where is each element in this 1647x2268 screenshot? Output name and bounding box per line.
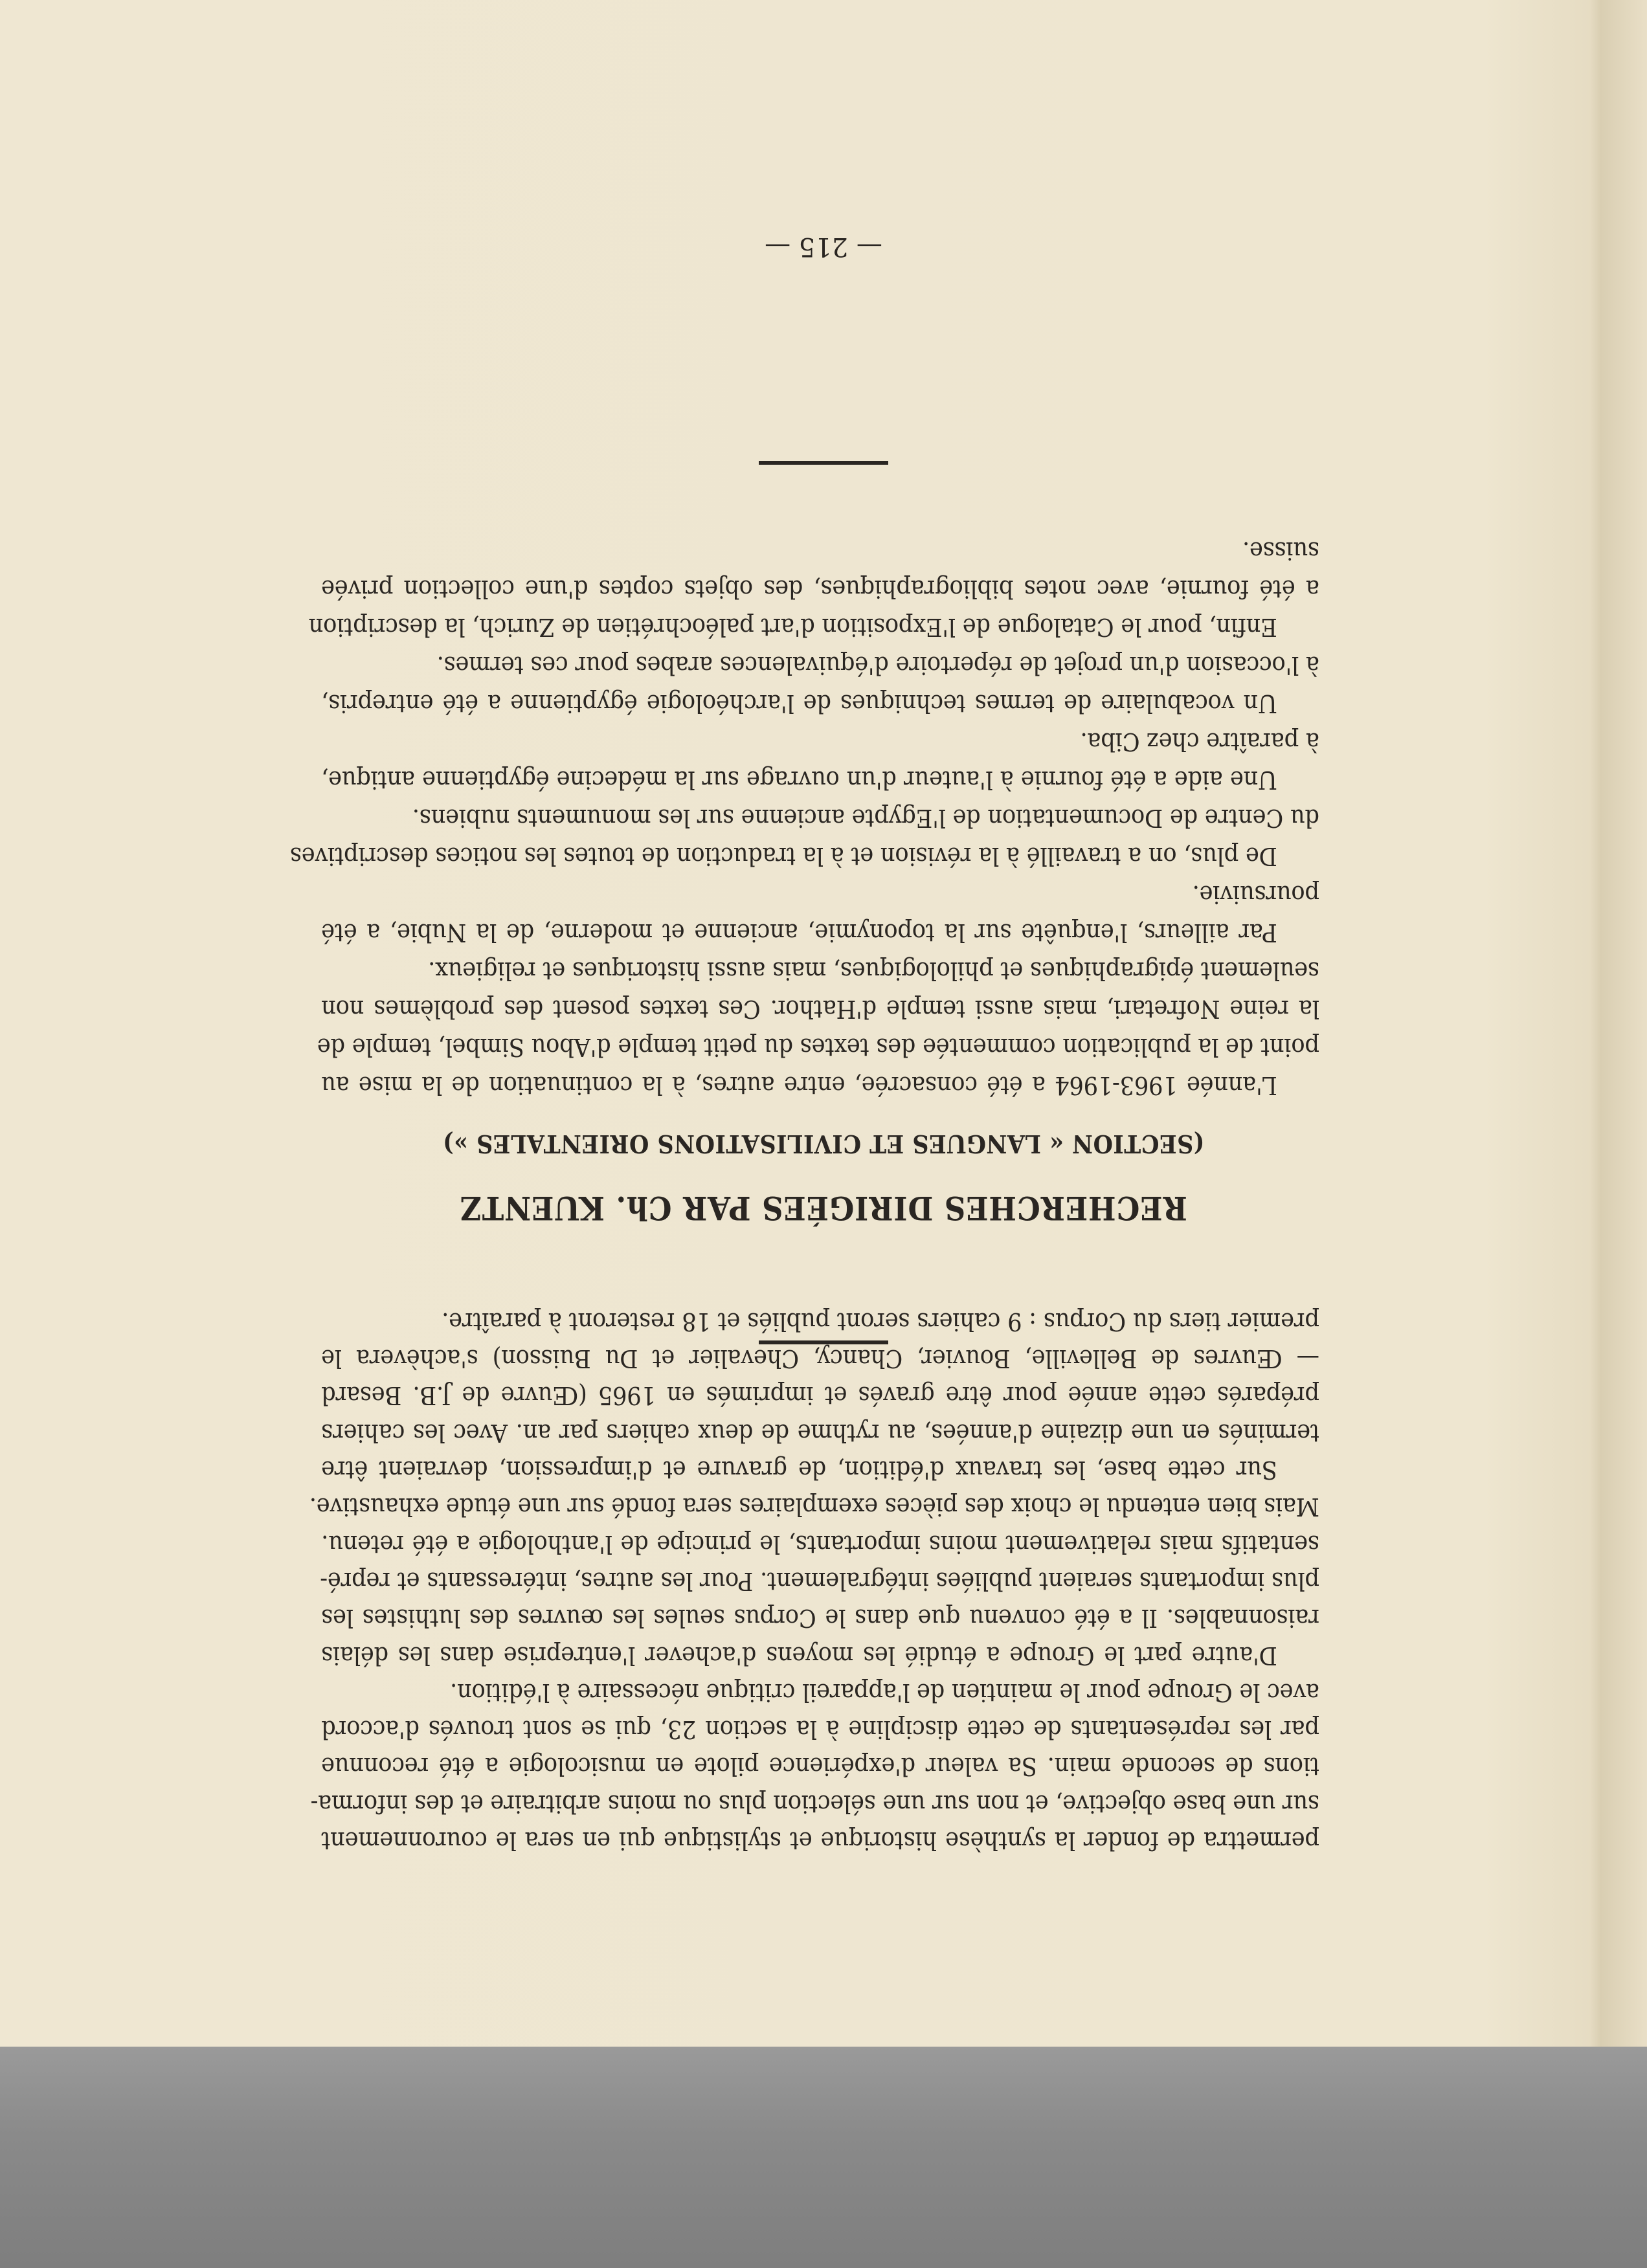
paragraph-line: a été fournie, avec notes bibliographiques, des objets coptes d'une collection privée [321, 575, 1319, 603]
paragraph-line: — Œuvres de Belleville, Bouvier, Chancy, Chevalier et Du Buisson) s'achèvera le [321, 1344, 1319, 1373]
paragraph-line: suisse. [1242, 537, 1319, 565]
paragraph-line: point de la publication commentée des textes du petit temple d'Abou Simbel, temple de [317, 1033, 1319, 1062]
paragraph-line: permettra de fonder la synthèse historique et stylistique qui en sera le couronnement [321, 1827, 1319, 1855]
paragraph-line: Mais bien entendu le choix des pièces exemplaires sera fondé sur une étude exhaustive. [309, 1493, 1319, 1522]
paragraph-line: Sur cette base, les travaux d'édition, de gravure et d'impression, devraient être [321, 1456, 1277, 1485]
scanner-backdrop [0, 2047, 1647, 2268]
paragraph-line: la reine Nofretari, mais aussi temple d'Hathor. Ces textes posent des problèmes non [321, 995, 1319, 1023]
paragraph-line: poursuivie. [1192, 880, 1319, 909]
paragraph-line: sentatifs mais relativement moins importants, le principe de l'anthologie a été retenu. [321, 1529, 1319, 1559]
end-divider-rule [759, 461, 888, 465]
page-number: — 215 — [765, 232, 882, 261]
paragraph-line: Une aide a été fournie à l'auteur d'un ouvrage sur la médecine égyptienne antique, [321, 766, 1277, 794]
paragraph-line: plus importants seraient publiées intégralement. Pour les autres, intéressants et repré- [320, 1566, 1319, 1595]
paragraph-line: De plus, on a travaillé à la révision et à la traduction de toutes les notices descriptives [290, 842, 1277, 871]
section-title: RECHERCHES DIRIGÉES PAR Ch. KUENTZ [460, 1189, 1187, 1227]
section-subtitle: (SECTION « LANGUES ET CIVILISATIONS ORIENTALES ») [442, 1129, 1205, 1159]
paragraph-line: Un vocabulaire de termes techniques de l'archéologie égyptienne a été entrepris, [321, 689, 1277, 718]
paragraph-line: par les représentants de cette discipline à la section 23, qui se sont trouvés d'accord [321, 1715, 1319, 1744]
paragraph-line: Enfin, pour le Catalogue de l'Exposition d'art paléochrétien de Zurich, la description [308, 613, 1277, 641]
paragraph-line: D'autre part le Groupe a étudié les moyens d'achever l'entreprise dans les délais [321, 1641, 1277, 1670]
paragraph-line: à l'occasion d'un projet de répertoire d'équivalences arabes pour ces termes. [436, 651, 1319, 680]
continued-section-text [309, 1303, 1319, 1859]
paragraph-line: raisonnables. Il a été convenu que dans le Corpus seules les œuvres des luthistes les [321, 1604, 1319, 1633]
paragraph-line: L'année 1963-1964 a été consacrée, entre autres, à la continuation de la mise au [321, 1071, 1277, 1100]
paragraph-line: seulement épigraphiques et philologiques, mais aussi historiques et religieux. [428, 957, 1319, 985]
paragraph-line: sur une base objective, et non sur une sélection plus ou moins arbitraire et des informa- [310, 1789, 1319, 1818]
paragraph-line: du Centre de Documentation de l'Egypte ancienne sur les monuments nubiens. [412, 804, 1319, 832]
paragraph-line: à paraître chez Ciba. [1080, 728, 1319, 756]
paragraph-line: terminés en une dizaine d'années, au rythme de deux cahiers par an. Avec les cahiers [321, 1418, 1319, 1447]
paragraph-line: premier tiers du Corpus : 9 cahiers seront publiés et 18 resteront à paraître. [442, 1307, 1319, 1336]
section-divider-rule [759, 1340, 888, 1344]
paragraph-line: avec le Groupe pour le maintien de l'appareil critique nécessaire à l'édition. [450, 1678, 1319, 1707]
paragraph-line: préparés cette année pour être gravés et imprimés en 1965 (Œuvre de J.B. Besard [321, 1381, 1319, 1410]
paragraph-line: tions de seconde main. Sa valeur d'expérience pilote en musicologie a été reconnue [321, 1752, 1319, 1781]
paragraph-line: Par ailleurs, l'enquête sur la toponymie, ancienne et moderne, de la Nubie, a été [321, 918, 1277, 947]
kuentz-section-text [290, 531, 1319, 1104]
